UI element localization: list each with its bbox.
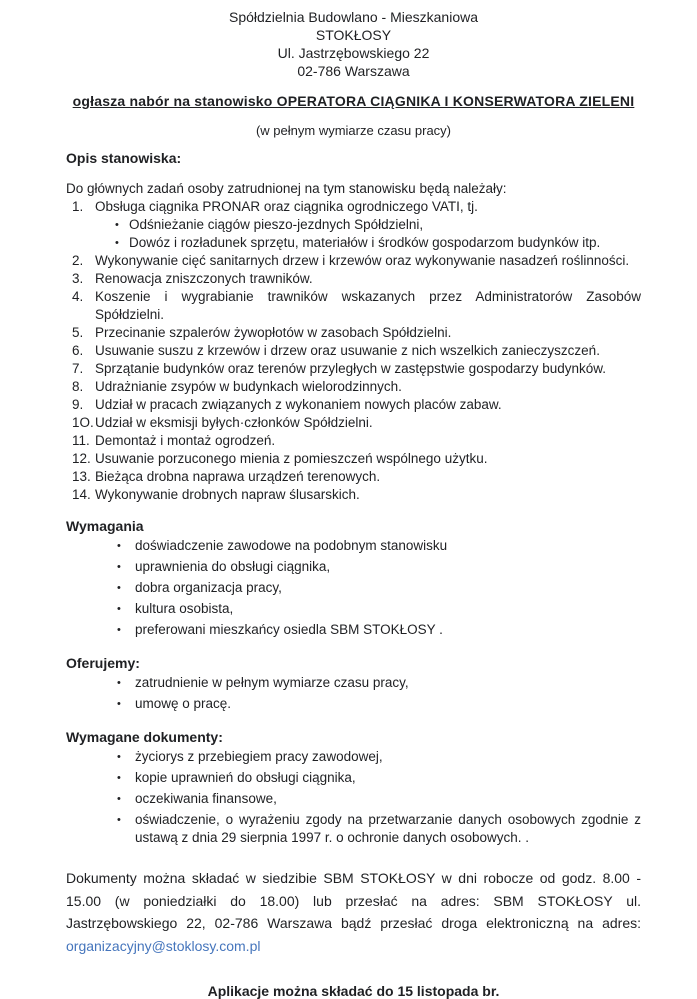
bullet-icon: • xyxy=(117,677,121,689)
bullet-icon: • xyxy=(117,772,121,784)
announcement-subtitle: (w pełnym wymiarze czasu pracy) xyxy=(255,123,452,138)
org-address-street: Ul. Jastrzębowskiego 22 xyxy=(277,45,430,61)
task-item xyxy=(66,252,641,270)
requirement-text: uprawnienia do obsługi ciągnika, xyxy=(135,559,331,574)
document-header xyxy=(66,8,641,80)
bullet-icon: • xyxy=(117,793,121,805)
task-number: 13. xyxy=(72,469,91,484)
task-number: 4. xyxy=(72,289,84,304)
task-text: Przecinanie szpalerów żywopłotów w zasobach Spółdzielni. xyxy=(95,325,452,340)
bullet-icon: • xyxy=(117,603,121,615)
task-item xyxy=(66,396,641,414)
task-number: 9. xyxy=(72,397,84,412)
document-item xyxy=(66,748,641,766)
task-subitems xyxy=(66,216,641,252)
task-number: 7. xyxy=(72,361,84,376)
task-text: Koszenie i wygrabianie trawników wskazanych przez Administratorów Zasobów Spółdzielni. xyxy=(95,289,641,322)
task-subitem-text: Odśnieżanie ciągów pieszo-jezdnych Spółdzielni, xyxy=(129,217,424,232)
task-number: 6. xyxy=(72,343,84,358)
task-text: Udrażnianie zsypów w budynkach wielorodzinnych. xyxy=(95,379,402,394)
task-item xyxy=(66,378,641,396)
submission-text: Dokumenty można składać w siedzibie SBM STOKŁOSY w dni robocze od godz. 8.00 - 15.00 (w poniedziałki do 18.00) lub przesłać na adres: SBM STOKŁOSY ul. Jastrzębowskiego 22, 02-786 Warszawa bądź przesłać droga elektroniczną na adres: xyxy=(66,870,641,931)
requirement-text: preferowani mieszkańcy osiedla SBM STOKŁOSY . xyxy=(135,622,443,637)
task-item xyxy=(66,360,641,378)
requirement-item xyxy=(66,579,641,597)
task-subitem xyxy=(66,234,641,252)
task-number: 14. xyxy=(72,487,91,502)
task-number: 3. xyxy=(72,271,84,286)
bullet-icon: • xyxy=(115,219,119,231)
requirements-section xyxy=(66,518,641,639)
document-text: oczekiwania finansowe, xyxy=(135,791,277,806)
document-text: oświadczenie, o wyrażeniu zgody na przetwarzanie danych osobowych zgodnie z ustawą z dnia 29 sierpnia 1997 r. o ochronie danych osobowych. . xyxy=(135,812,641,845)
task-number: 1. xyxy=(72,199,84,214)
task-item xyxy=(66,414,641,432)
task-text: Udział w pracach związanych z wykonaniem nowych placów zabaw. xyxy=(95,397,502,412)
task-text: Renowacja zniszczonych trawników. xyxy=(95,271,313,286)
requirements-heading: Wymagania xyxy=(66,518,144,534)
task-subitem-text: Dowóz i rozładunek sprzętu, materiałów i środków gospodarzom budynków itp. xyxy=(129,235,601,250)
bullet-icon: • xyxy=(117,751,121,763)
task-number: 1O. xyxy=(72,415,94,430)
task-number: 2. xyxy=(72,253,84,268)
document-text: życiorys z przebiegiem pracy zawodowej, xyxy=(135,749,383,764)
offer-text: zatrudnienie w pełnym wymiarze czasu pracy, xyxy=(135,675,409,690)
offer-heading: Oferujemy: xyxy=(66,655,140,671)
requirement-item xyxy=(66,621,641,639)
submission-paragraph xyxy=(66,867,641,957)
offer-section xyxy=(66,655,641,713)
bullet-icon: • xyxy=(115,237,119,249)
job-description-heading: Opis stanowiska: xyxy=(66,150,182,166)
offer-list xyxy=(66,674,641,713)
task-text: Usuwanie porzuconego mienia z pomieszczeń wspólnego użytku. xyxy=(95,451,488,466)
task-text: Bieżąca drobna naprawa urządzeń terenowych. xyxy=(95,469,381,484)
documents-list xyxy=(66,748,641,847)
document-item xyxy=(66,790,641,808)
document-text: kopie uprawnień do obsługi ciągnika, xyxy=(135,770,356,785)
requirement-item xyxy=(66,600,641,618)
tasks-list xyxy=(66,198,641,504)
bullet-icon: • xyxy=(117,624,121,636)
task-number: 5. xyxy=(72,325,84,340)
requirement-text: kultura osobista, xyxy=(135,601,234,616)
document-item xyxy=(66,811,641,847)
bullet-icon: • xyxy=(117,814,121,826)
document-item xyxy=(66,769,641,787)
task-item xyxy=(66,450,641,468)
requirement-item xyxy=(66,558,641,576)
job-description-intro: Do głównych zadań osoby zatrudnionej na tym stanowisku będą należały: xyxy=(66,181,507,196)
org-address-city: 02-786 Warszawa xyxy=(297,63,410,79)
org-name-line1: Spółdzielnia Budowlano - Mieszkaniowa xyxy=(228,9,479,25)
requirement-text: dobra organizacja pracy, xyxy=(135,580,282,595)
offer-item xyxy=(66,674,641,692)
requirement-text: doświadczenie zawodowe na podobnym stanowisku xyxy=(135,538,448,553)
task-text: Demontaż i montaż ogrodzeń. xyxy=(95,433,276,448)
requirement-item xyxy=(66,537,641,555)
announcement-title: ogłasza nabór na stanowisko OPERATORA CIĄGNIKA I KONSERWATORA ZIELENI xyxy=(72,93,635,109)
bullet-icon: • xyxy=(117,540,121,552)
task-item xyxy=(66,342,641,360)
bullet-icon: • xyxy=(117,561,121,573)
task-text: Wykonywanie cięć sanitarnych drzew i krzewów oraz wykonywanie nasadzeń roślinności. xyxy=(95,253,630,268)
task-item xyxy=(66,432,641,450)
task-item xyxy=(66,468,641,486)
offer-item xyxy=(66,695,641,713)
application-deadline: Aplikacje można składać do 15 listopada br. xyxy=(207,983,500,999)
documents-heading: Wymagane dokumenty: xyxy=(66,729,223,745)
task-subitem xyxy=(66,216,641,234)
task-item xyxy=(66,486,641,504)
task-text: Udział w eksmisji byłych·członków Spółdzielni. xyxy=(95,415,373,430)
task-text: Sprzątanie budynków oraz terenów przyległych w zastępstwie gospodarzy budynków. xyxy=(95,361,607,376)
task-item xyxy=(66,288,641,324)
offer-text: umowę o pracę. xyxy=(135,696,232,711)
task-number: 8. xyxy=(72,379,84,394)
task-text: Usuwanie suszu z krzewów i drzew oraz usuwanie z nich wszelkich zanieczyszczeń. xyxy=(95,343,600,358)
task-text: Obsługa ciągnika PRONAR oraz ciągnika ogrodniczego VATI, tj. xyxy=(95,199,478,214)
task-item xyxy=(66,198,641,216)
bullet-icon: • xyxy=(117,698,121,710)
task-item xyxy=(66,270,641,288)
task-item xyxy=(66,324,641,342)
requirements-list xyxy=(66,537,641,639)
task-text: Wykonywanie drobnych napraw ślusarskich. xyxy=(95,487,360,502)
email-link[interactable]: organizacyjny@stoklosy.com.pl xyxy=(66,937,261,954)
org-name-line2: STOKŁOSY xyxy=(315,27,392,43)
task-number: 11. xyxy=(72,433,90,448)
documents-section xyxy=(66,729,641,847)
bullet-icon: • xyxy=(117,582,121,594)
task-number: 12. xyxy=(72,451,91,466)
